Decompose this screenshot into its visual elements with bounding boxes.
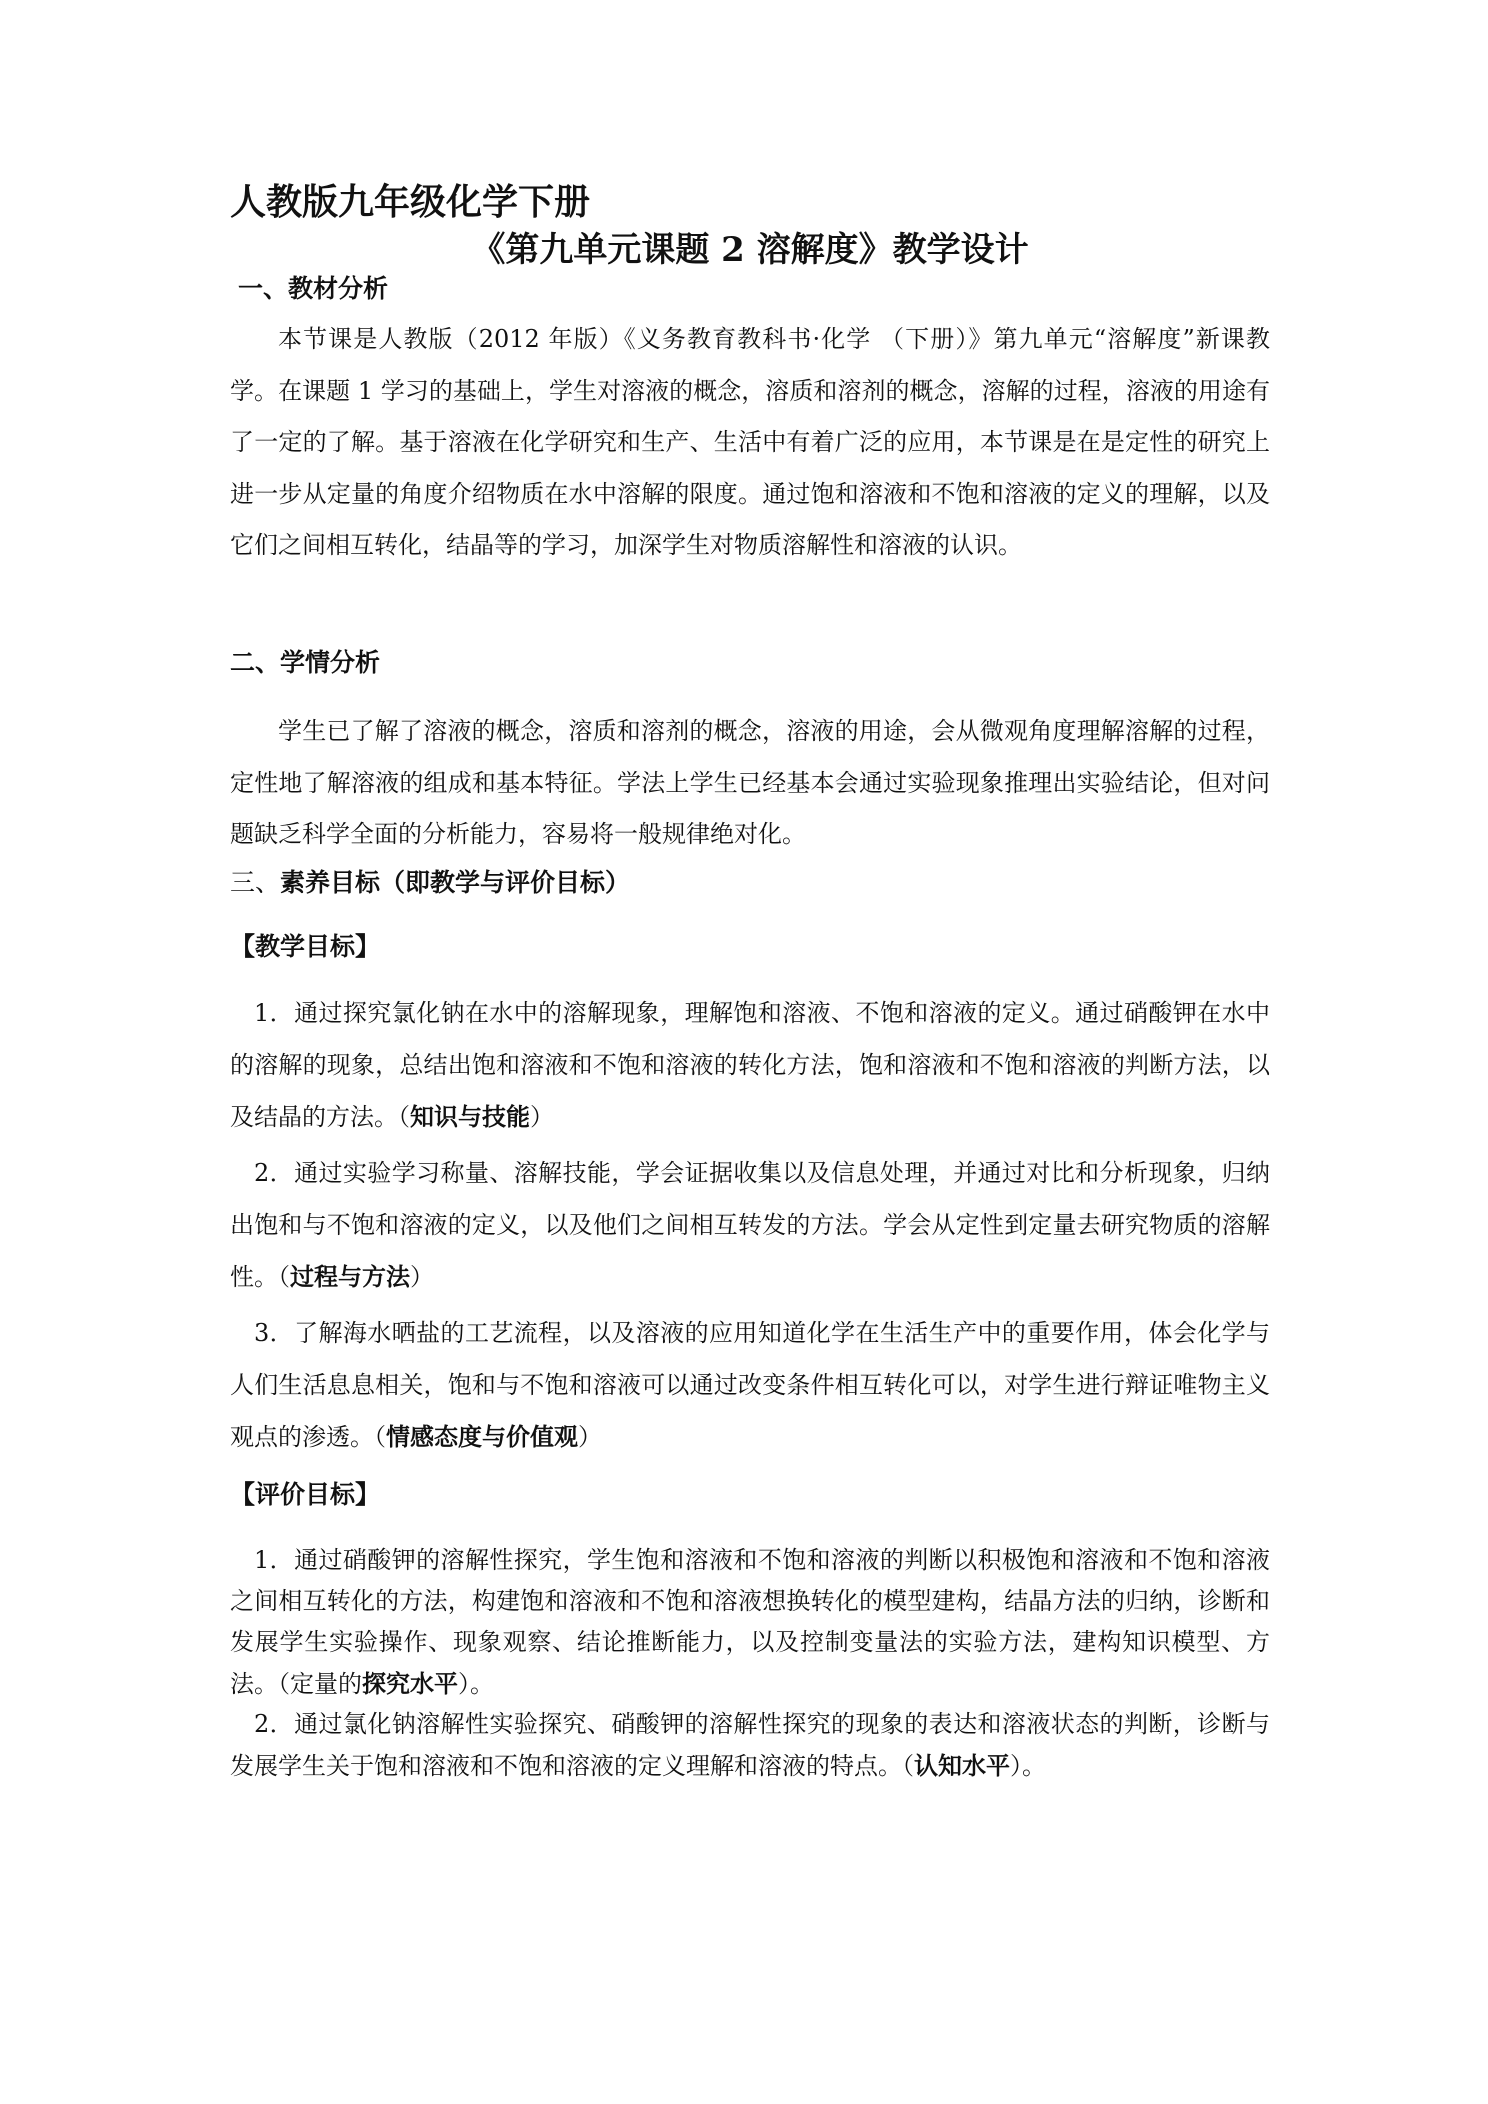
section3-heading-title: 素养目标（即教学与评价目标） [280, 868, 631, 897]
teaching-goal-item-2 [230, 1148, 1270, 1304]
teaching-goal-tail: ） [410, 1263, 434, 1291]
teaching-goal-category: 过程与方法 [290, 1262, 410, 1291]
teaching-goal-item-3 [230, 1308, 1270, 1464]
teaching-goal-text: 2．通过实验学习称量、溶解技能，学会证据收集以及信息处理，并通过对比和分析现象，归纳出饱和与不饱和溶液的定义，以及他们之间相互转发的方法。学会从定性到定量去研究物质的溶解性。（ [230, 1159, 1270, 1291]
section3-heading-prefix: 三、 [230, 868, 281, 897]
section1-paragraph: 本节课是人教版（2012 年版）《义务教育教科书·化学 （下册）》第九单元“溶解度”新课教学。在课题 1 学习的基础上，学生对溶液的概念，溶质和溶剂的概念，溶解的过程，溶液的用途有了一定的了解。基于溶液在化学研究和生产、生活中有着广泛的应用，本节课是在是定性的研究上进一步从定量的角度介绍物质在水中溶解的限度。通过饱和溶液和不饱和溶液的定义的理解，以及它们之间相互转化，结晶等的学习，加深学生对物质溶解性和溶液的认识。 [230, 325, 1270, 559]
evaluation-goal-text: 2．通过氯化钠溶解性实验探究、硝酸钾的溶解性探究的现象的表达和溶液状态的判断，诊断与发展学生关于饱和溶液和不饱和溶液的定义理解和溶液的特点。（ [230, 1710, 1270, 1780]
teaching-goal-text: 3．了解海水晒盐的工艺流程，以及溶液的应用知道化学在生活生产中的重要作用，体会化学与人们生活息息相关，饱和与不饱和溶液可以通过改变条件相互转化可以，对学生进行辩证唯物主义观点的渗透。（ [230, 1319, 1270, 1451]
teaching-goal-tail: ） [530, 1103, 554, 1131]
section3-heading [230, 866, 630, 900]
evaluation-goal-item-2 [230, 1704, 1270, 1787]
section2-heading: 二、学情分析 [230, 648, 381, 677]
teaching-goal-tail: ） [578, 1423, 602, 1451]
evaluation-goal-text: 1．通过硝酸钾的溶解性探究，学生饱和溶液和不饱和溶液的判断以积极饱和溶液和不饱和溶液之间相互转化的方法，构建饱和溶液和不饱和溶液想换转化的模型建构，结晶方法的归纳，诊断和发展学生实验操作、现象观察、结论推断能力，以及控制变量法的实验方法，建构知识模型、方法。（定量的 [230, 1546, 1270, 1698]
teaching-goal-category: 知识与技能 [410, 1102, 530, 1131]
evaluation-goal-category: 认知水平 [914, 1751, 1010, 1780]
section2-paragraph: 学生已了解了溶液的概念，溶质和溶剂的概念，溶液的用途，会从微观角度理解溶解的过程，定性地了解溶液的组成和基本特征。学法上学生已经基本会通过实验现象推理出实验结论，但对问题缺乏科学全面的分析能力，容易将一般规律绝对化。 [230, 717, 1270, 848]
section1-heading: 一、教材分析 [238, 274, 389, 303]
document-title-line2: 《第九单元课题 2 溶解度》教学设计 [471, 230, 1029, 270]
evaluation-goal-tail: ）。 [458, 1670, 494, 1698]
document-title-line1: 人教版九年级化学下册 [230, 181, 591, 223]
teaching-goal-text: 1．通过探究氯化钠在水中的溶解现象，理解饱和溶液、不饱和溶液的定义。通过硝酸钾在水中的溶解的现象，总结出饱和溶液和不饱和溶液的转化方法，饱和溶液和不饱和溶液的判断方法，以及结晶的方法。（ [230, 999, 1270, 1131]
teaching-goal-category: 情感态度与价值观 [386, 1422, 578, 1451]
evaluation-goal-category: 探究水平 [362, 1669, 458, 1698]
teaching-goal-item-1 [230, 988, 1270, 1144]
evaluation-goals-heading: 【评价目标】 [230, 1480, 381, 1509]
evaluation-goal-tail: ）。 [1010, 1752, 1046, 1780]
teaching-goals-heading: 【教学目标】 [230, 932, 381, 961]
evaluation-goal-item-1 [230, 1540, 1270, 1705]
